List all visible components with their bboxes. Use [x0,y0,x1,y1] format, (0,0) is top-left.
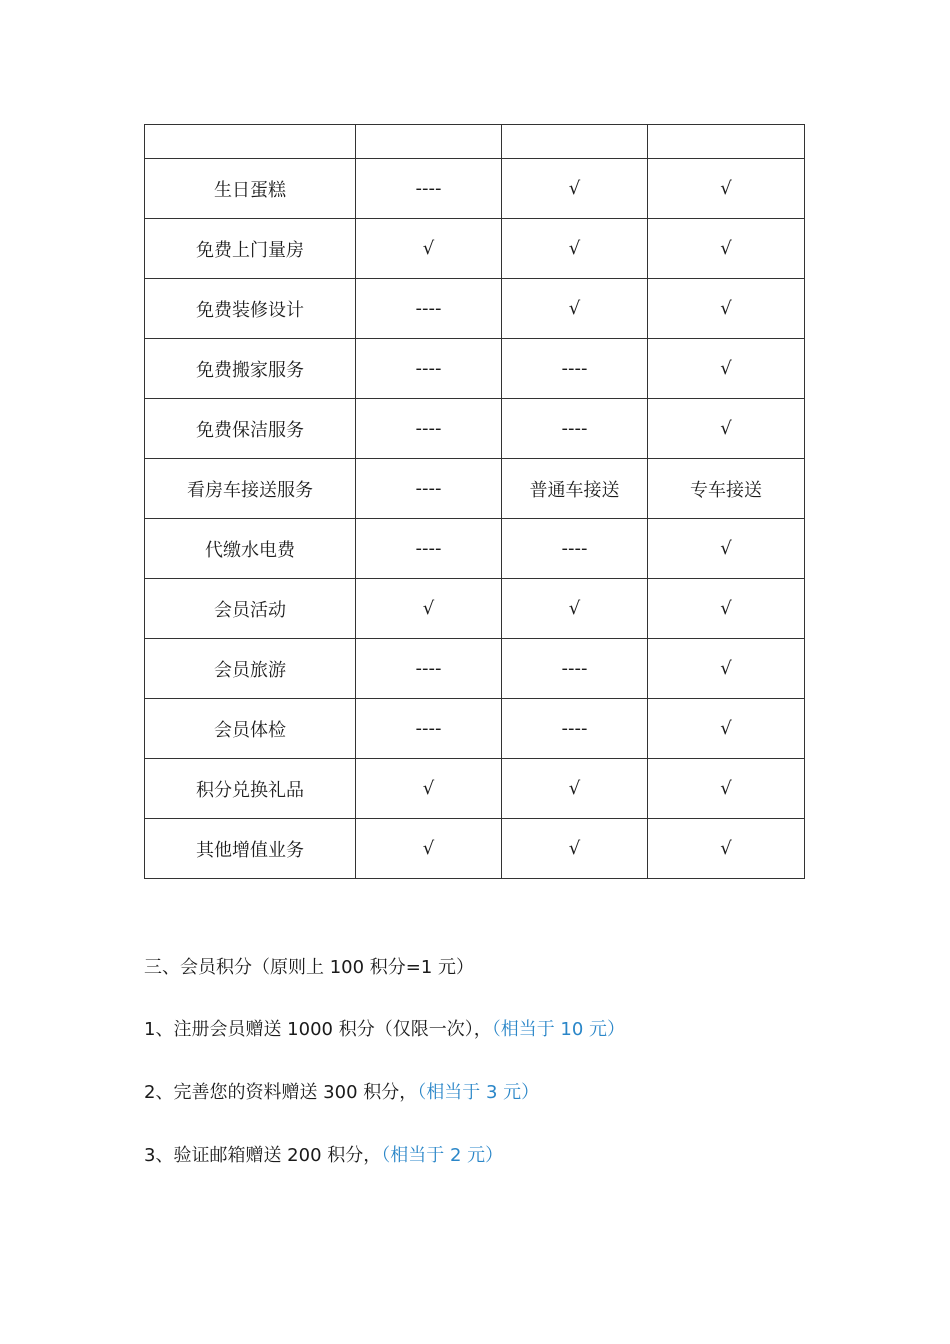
points-rule-text: 1、注册会员赠送 1000 积分（仅限一次）， [144,1019,492,1040]
tier-b-cell: ---- [502,339,648,399]
table-row [145,819,805,879]
tier-a-cell: ---- [356,339,502,399]
tier-b-cell: ---- [502,639,648,699]
table-row [145,519,805,579]
table-row [145,579,805,639]
tier-a-cell: √ [356,219,502,279]
tier-c-cell: √ [648,579,805,639]
header-cell [648,125,805,159]
tier-b-cell: √ [502,159,648,219]
tier-c-cell: 专车接送 [648,459,805,519]
points-rule [144,1015,625,1041]
tier-a-cell: ---- [356,519,502,579]
benefit-name: 积分兑换礼品 [145,759,356,819]
tier-a-cell: √ [356,819,502,879]
table-row [145,699,805,759]
benefit-name: 会员活动 [145,579,356,639]
header-cell [356,125,502,159]
tier-c-cell: √ [648,819,805,879]
tier-a-cell: ---- [356,459,502,519]
tier-b-cell: √ [502,279,648,339]
tier-a-cell: ---- [356,159,502,219]
table-row [145,639,805,699]
tier-b-cell: ---- [502,399,648,459]
tier-c-cell: √ [648,519,805,579]
header-cell [502,125,648,159]
points-rule-note: （相当于 2 元） [381,1145,504,1166]
points-rule-note: （相当于 3 元） [417,1082,540,1103]
table-row [145,279,805,339]
benefit-name: 会员旅游 [145,639,356,699]
tier-c-cell: √ [648,399,805,459]
benefit-name: 生日蛋糕 [145,159,356,219]
benefit-name: 免费装修设计 [145,279,356,339]
table-row [145,399,805,459]
table-row [145,459,805,519]
table-header-row [145,125,805,159]
benefit-name: 免费搬家服务 [145,339,356,399]
points-rule-note: （相当于 10 元） [491,1019,626,1040]
benefit-name: 免费保洁服务 [145,399,356,459]
tier-c-cell: √ [648,759,805,819]
tier-a-cell: √ [356,579,502,639]
points-rule [144,1078,539,1104]
tier-a-cell: ---- [356,279,502,339]
points-rule-text: 3、验证邮箱赠送 200 积分， [144,1145,382,1166]
tier-c-cell: √ [648,159,805,219]
tier-b-cell: √ [502,219,648,279]
tier-a-cell: ---- [356,699,502,759]
tier-a-cell: ---- [356,639,502,699]
benefit-name: 代缴水电费 [145,519,356,579]
tier-c-cell: √ [648,639,805,699]
header-cell [145,125,356,159]
tier-b-cell: √ [502,759,648,819]
table-row [145,339,805,399]
benefit-name: 其他增值业务 [145,819,356,879]
points-rule-text: 2、完善您的资料赠送 300 积分， [144,1082,418,1103]
tier-b-cell: 普通车接送 [502,459,648,519]
tier-a-cell: √ [356,759,502,819]
table-row [145,219,805,279]
points-section-title: 三、会员积分（原则上 100 积分=1 元） [144,957,475,978]
tier-c-cell: √ [648,279,805,339]
tier-c-cell: √ [648,339,805,399]
table-row [145,759,805,819]
tier-b-cell: √ [502,819,648,879]
tier-c-cell: √ [648,699,805,759]
benefit-name: 免费上门量房 [145,219,356,279]
tier-b-cell: ---- [502,519,648,579]
points-rule [144,1141,503,1167]
benefit-table [144,124,805,879]
benefit-name: 会员体检 [145,699,356,759]
tier-c-cell: √ [648,219,805,279]
tier-b-cell: ---- [502,699,648,759]
tier-b-cell: √ [502,579,648,639]
tier-a-cell: ---- [356,399,502,459]
benefit-name: 看房车接送服务 [145,459,356,519]
table-row [145,159,805,219]
